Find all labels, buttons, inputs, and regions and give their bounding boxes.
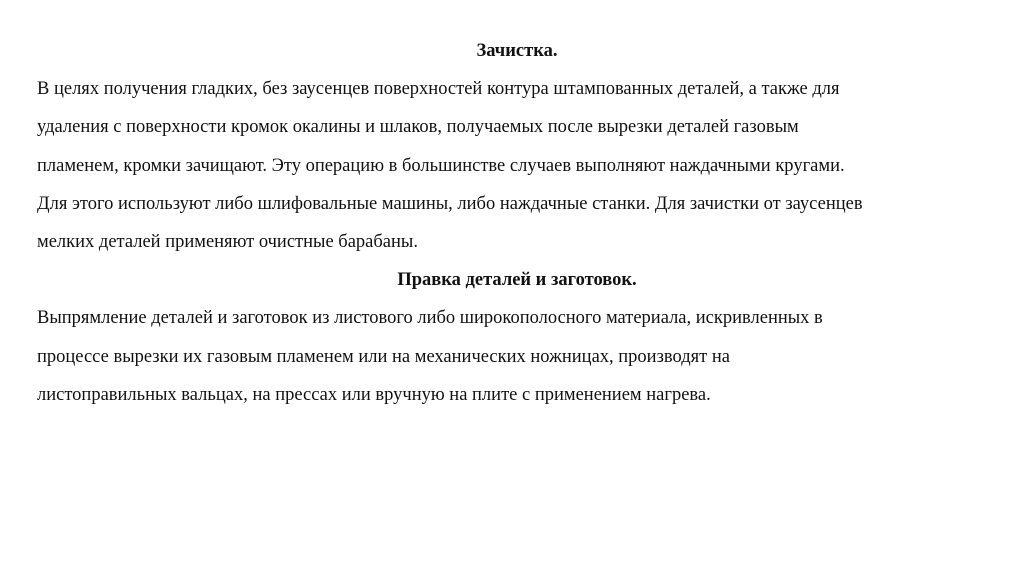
text-block (37, 32, 997, 414)
paragraph-line: Выпрямление деталей и заготовок из листового либо широкополосного материала, искривленных в (37, 308, 823, 329)
paragraph-line: процессе вырезки их газовым пламенем или на механических ножницах, производят на (37, 346, 730, 367)
paragraph-line: листоправильных вальцах, на прессах или вручную на плите с применением нагрева. (37, 384, 711, 405)
section-heading-cleaning: Зачистка. (476, 41, 558, 61)
paragraph-line: Для этого используют либо шлифовальные машины, либо наждачные станки. Для зачистки от заусенцев (37, 193, 863, 214)
paragraph-line: мелких деталей применяют очистные барабаны. (37, 232, 418, 253)
paragraph-line: В целях получения гладких, без заусенцев поверхностей контура штампованных деталей, а также для (37, 79, 840, 100)
paragraph-line: удаления с поверхности кромок окалины и шлаков, получаемых после вырезки деталей газовым (37, 117, 799, 138)
paragraph-line: пламенем, кромки зачищают. Эту операцию в большинстве случаев выполняют наждачными кругами. (37, 155, 845, 176)
section-heading-straightening: Правка деталей и заготовок. (397, 270, 637, 291)
